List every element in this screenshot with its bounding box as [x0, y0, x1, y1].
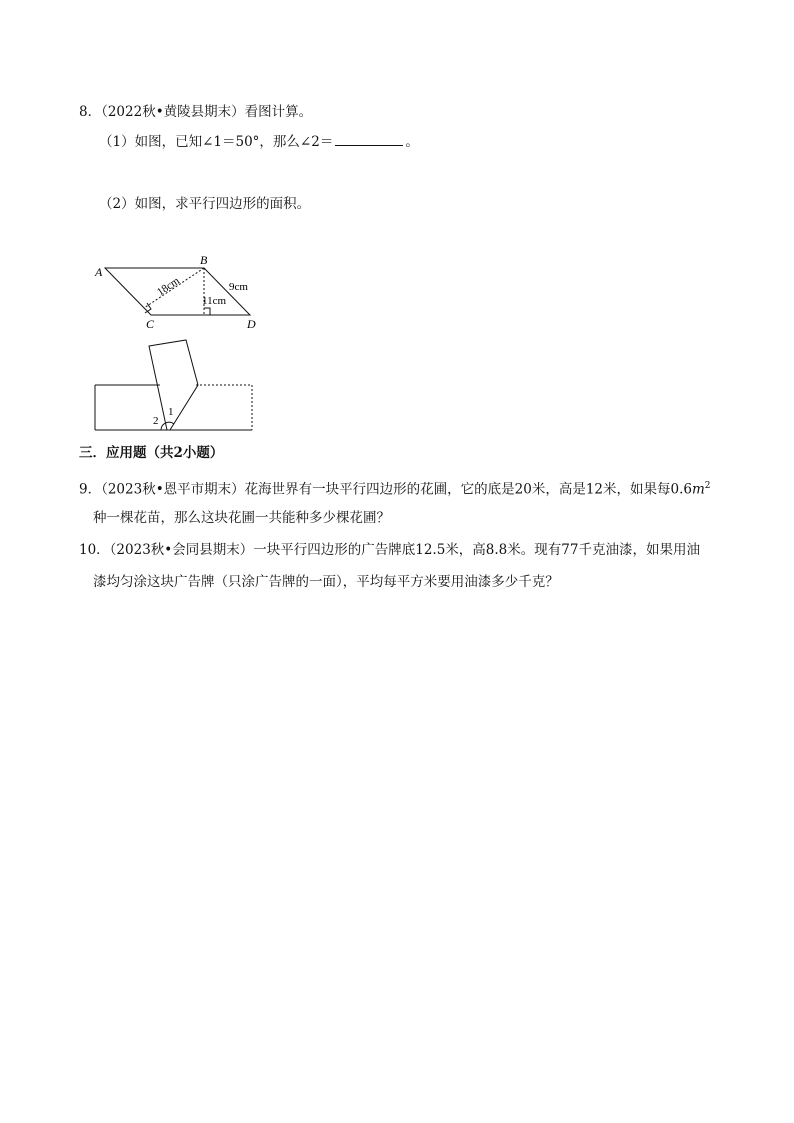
angle-2-label: 2 — [153, 415, 159, 427]
folded-strip-figure — [90, 336, 260, 436]
length-9cm: 9cm — [229, 281, 248, 293]
length-18cm: 18cm — [154, 274, 182, 299]
q10-line2: 漆均匀涂这块广告牌（只涂广告牌的一面），平均每平方米要用油漆多少千克？ — [93, 574, 559, 590]
strip-dotted-outline — [196, 385, 252, 430]
label-d: D — [247, 317, 256, 331]
q8-title: 8．（2022秋•黄陵县期末）看图计算。 — [79, 104, 313, 120]
unit-m: m — [691, 481, 705, 498]
unit-exponent: 2 — [704, 481, 711, 491]
parallelogram-figure — [90, 250, 270, 334]
q9-line1 — [79, 477, 711, 499]
q8-part1-end: 。 — [405, 134, 419, 150]
q8-part1-text: （1）如图，已知∠1＝50°，那么∠2＝ — [99, 134, 334, 150]
angle-1-label: 1 — [168, 406, 174, 418]
right-angle-mark — [204, 308, 210, 315]
label-c: C — [146, 317, 155, 331]
label-a: A — [95, 265, 103, 279]
length-11cm: 11cm — [202, 295, 227, 307]
q8-part2: （2）如图，求平行四边形的面积。 — [99, 196, 311, 212]
q9-line2: 种一棵花苗，那么这块花圃一共能种多少棵花圃？ — [93, 510, 390, 526]
answer-blank[interactable] — [335, 133, 403, 146]
label-b: B — [200, 253, 208, 267]
q8-part1 — [99, 133, 419, 151]
q10-line1: 10．（2023秋•会同县期末）一块平行四边形的广告牌底12.5米，高8.8米。现有77千克油漆，如果用油 — [79, 542, 700, 558]
section3-title: 三．应用题（共2小题） — [79, 445, 224, 461]
q9-text: 9．（2023秋•恩平市期末）花海世界有一块平行四边形的花圃，它的底是20米，高是12米，如果每0.6 — [79, 481, 692, 498]
